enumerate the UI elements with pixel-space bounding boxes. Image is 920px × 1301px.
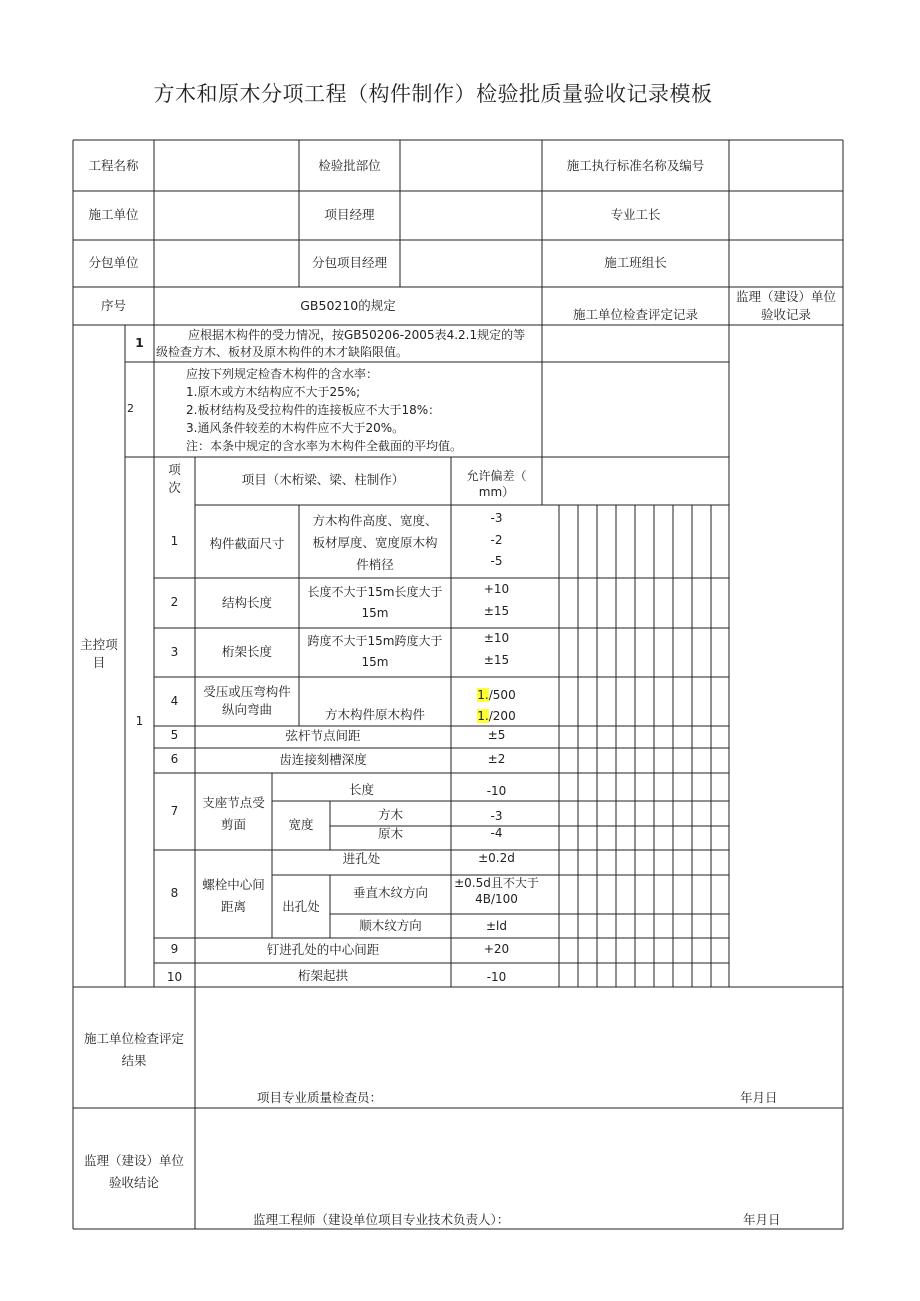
row1-tol-3: -5 bbox=[490, 554, 503, 569]
supervisor-record-label bbox=[729, 288, 843, 324]
team-leader-label: 施工班组长 bbox=[604, 255, 667, 270]
row9-name: 钉进孔处的中心间距 bbox=[266, 942, 380, 957]
row4-tol-2-highlight: 1. bbox=[477, 709, 489, 723]
main-control-line-1: 主控项 bbox=[80, 637, 118, 652]
col-tol-line-2: mm） bbox=[478, 484, 515, 499]
row8-entry-tol: ±0.2d bbox=[478, 851, 515, 865]
row8-parallel: 顺木纹方向 bbox=[359, 918, 422, 933]
row8-entry: 进孔处 bbox=[342, 851, 381, 866]
result-label-1: 施工单位检查评定 bbox=[83, 1031, 184, 1046]
row2-tol-1: +10 bbox=[483, 582, 510, 596]
row9-tol: +20 bbox=[483, 942, 510, 956]
row8-no: 8 bbox=[170, 886, 179, 900]
item2-text bbox=[186, 365, 540, 455]
page-title: 方木和原木分项工程（构件制作）检验批质量验收记录模板 bbox=[153, 82, 713, 106]
item1-text bbox=[156, 327, 540, 362]
item2-line-2: 1.原木或方木结构应不大于25%; bbox=[186, 385, 361, 399]
row10-name: 桁架起拱 bbox=[297, 968, 348, 983]
row4-tol-1: /500 bbox=[488, 688, 516, 702]
col-item-line-2: 次 bbox=[168, 480, 181, 496]
conclusion-label-2: 验收结论 bbox=[108, 1174, 159, 1190]
row5-tol: ±5 bbox=[487, 728, 506, 742]
item1-line-1: 应根据木构件的受力情况，按GB50206-2005表4.2.1规定的等 bbox=[188, 328, 526, 342]
seq-no-label: 序号 bbox=[100, 298, 126, 313]
row7-width: 宽度 bbox=[288, 817, 314, 832]
row3-tol-2: ±15 bbox=[483, 652, 510, 667]
row1-tol-1: -3 bbox=[490, 511, 503, 525]
row8-name-2: 距离 bbox=[220, 898, 246, 914]
row2-sub-1: 长度不大于15m长度大于 bbox=[307, 585, 443, 599]
row3-name: 桁架长度 bbox=[221, 644, 272, 659]
project-name-label: 工程名称 bbox=[88, 158, 139, 173]
row2-sub-2: 15m bbox=[361, 606, 389, 620]
row10-no: 10 bbox=[166, 970, 183, 984]
row1-sub-3: 件梢径 bbox=[356, 556, 394, 572]
row2-name: 结构长度 bbox=[221, 595, 272, 610]
item2-line-4: 3.通风条件较差的木构件应不大于20%。 bbox=[186, 421, 405, 435]
item1-line-2: 级检查方木、板材及原木构件的木才缺陷限值。 bbox=[156, 345, 409, 360]
row1-tol bbox=[451, 508, 542, 573]
row4-tol-2: /200 bbox=[488, 709, 516, 723]
row8-perpendicular: 垂直木纹方向 bbox=[352, 885, 428, 900]
item3-no: 1 bbox=[135, 714, 144, 728]
row3-tol bbox=[451, 628, 542, 671]
col-tolerance-header bbox=[451, 469, 542, 500]
row4-tol bbox=[451, 685, 542, 727]
row3-sub-1: 跨度不大于15m跨度大于 bbox=[307, 634, 443, 648]
row7-name-1: 支座节点受 bbox=[202, 795, 265, 810]
row8-exit: 出孔处 bbox=[282, 899, 320, 914]
row1-sub-1: 方木构件高度、宽度、 bbox=[312, 513, 438, 528]
project-manager-label: 项目经理 bbox=[324, 207, 375, 222]
col-tol-line-1: 允许偏差（ bbox=[466, 469, 527, 483]
row3-tol-1: ±10 bbox=[483, 631, 510, 645]
conclusion-label-1: 监理（建设）单位 bbox=[83, 1153, 184, 1168]
subcontractor-label: 分包单位 bbox=[88, 255, 139, 270]
row1-sub-2: 板材厚度、宽度原木构 bbox=[312, 534, 438, 550]
row4-name-1: 受压或压弯构件 bbox=[203, 684, 291, 699]
result-label-2: 结果 bbox=[121, 1052, 147, 1068]
row2-no: 2 bbox=[170, 595, 179, 609]
row6-no: 6 bbox=[170, 752, 179, 766]
row4-sub: 方木构件原木构件 bbox=[324, 707, 425, 722]
item2-line-5: 注：本条中规定的含水率为木构件全截面的平均值。 bbox=[186, 439, 463, 453]
row8-name-1: 螺栓中心间 bbox=[202, 877, 265, 892]
row2-tol-2: ±15 bbox=[483, 603, 510, 618]
main-control-line-2: 目 bbox=[92, 655, 106, 671]
sub-manager-label: 分包项目经理 bbox=[311, 255, 387, 270]
row1-name: 构件截面尺寸 bbox=[209, 536, 285, 551]
row7-square-tol: -3 bbox=[490, 809, 503, 823]
supervisor-record-line-1: 监理（建设）单位 bbox=[735, 289, 836, 304]
item2-line-1: 应按下列规定检杳木构件的含水率： bbox=[186, 367, 379, 381]
result-date: 年月日 bbox=[740, 1090, 778, 1105]
item1-no: 1 bbox=[135, 335, 144, 350]
row6-tol: ±2 bbox=[487, 752, 506, 766]
row5-name: 弦杆节点间距 bbox=[285, 728, 361, 743]
row1-sub bbox=[299, 510, 451, 576]
inspection-part-label: 检验批部位 bbox=[318, 158, 381, 173]
result-label bbox=[73, 1028, 195, 1072]
row3-sub bbox=[299, 631, 451, 673]
row1-tol-2: -2 bbox=[490, 532, 503, 547]
row4-no: 4 bbox=[170, 694, 179, 708]
row7-log-tol: -4 bbox=[490, 826, 503, 840]
row8-perp-tol bbox=[451, 876, 542, 907]
row7-name bbox=[195, 792, 272, 836]
row8-para-tol: ±ld bbox=[485, 919, 507, 933]
conclusion-label bbox=[73, 1150, 195, 1194]
row2-sub bbox=[299, 582, 451, 624]
inspector-signature: 项目专业质量检查员： bbox=[257, 1090, 383, 1105]
gb-rule-label: GB50210的规定 bbox=[300, 298, 396, 313]
row3-no: 3 bbox=[170, 645, 179, 659]
conclusion-date: 年月日 bbox=[743, 1212, 781, 1227]
contractor-record-label: 施工单位检查评定记录 bbox=[572, 307, 698, 322]
row7-no: 7 bbox=[170, 804, 179, 818]
row10-tol: -10 bbox=[486, 970, 507, 984]
row1-no: 1 bbox=[170, 534, 179, 548]
row8-perp-tol-1: ±0.5d且不大于 bbox=[454, 876, 539, 890]
foreman-label: 专业工长 bbox=[610, 207, 661, 222]
engineer-signature: 监理工程师（建设单位项目专业技术负责人）： bbox=[253, 1212, 510, 1227]
row4-name-2: 纵向弯曲 bbox=[221, 702, 272, 718]
col-item-header bbox=[154, 461, 195, 497]
row7-length: 长度 bbox=[348, 782, 374, 797]
row7-log: 原木 bbox=[377, 826, 403, 841]
row7-square-wood: 方木 bbox=[377, 807, 403, 822]
main-control-label bbox=[73, 636, 125, 672]
item2-line-3: 2.板材结构及受拉构件的连接板应不大于18%： bbox=[186, 403, 441, 417]
row7-name-2: 剪面 bbox=[220, 816, 246, 832]
row7-length-tol: -10 bbox=[486, 784, 507, 798]
row9-no: 9 bbox=[170, 942, 179, 956]
row2-tol bbox=[451, 579, 542, 622]
row5-no: 5 bbox=[170, 728, 179, 742]
standard-label: 施工执行标准名称及编号 bbox=[566, 158, 705, 173]
row3-sub-2: 15m bbox=[361, 655, 389, 669]
col-project-header: 项目（木桁梁、梁、柱制作） bbox=[241, 472, 405, 487]
row6-name: 齿连接刻槽深度 bbox=[279, 752, 367, 767]
row8-perp-tol-2: 4B/100 bbox=[475, 891, 518, 906]
col-item-line-1: 项 bbox=[168, 462, 181, 477]
row4-tol-1-highlight: 1. bbox=[477, 688, 489, 702]
row4-name bbox=[195, 683, 299, 719]
supervisor-record-line-2: 验收记录 bbox=[760, 307, 811, 323]
contractor-label: 施工单位 bbox=[88, 207, 139, 222]
item2-no: 2 bbox=[127, 402, 134, 415]
row8-name bbox=[195, 874, 272, 918]
